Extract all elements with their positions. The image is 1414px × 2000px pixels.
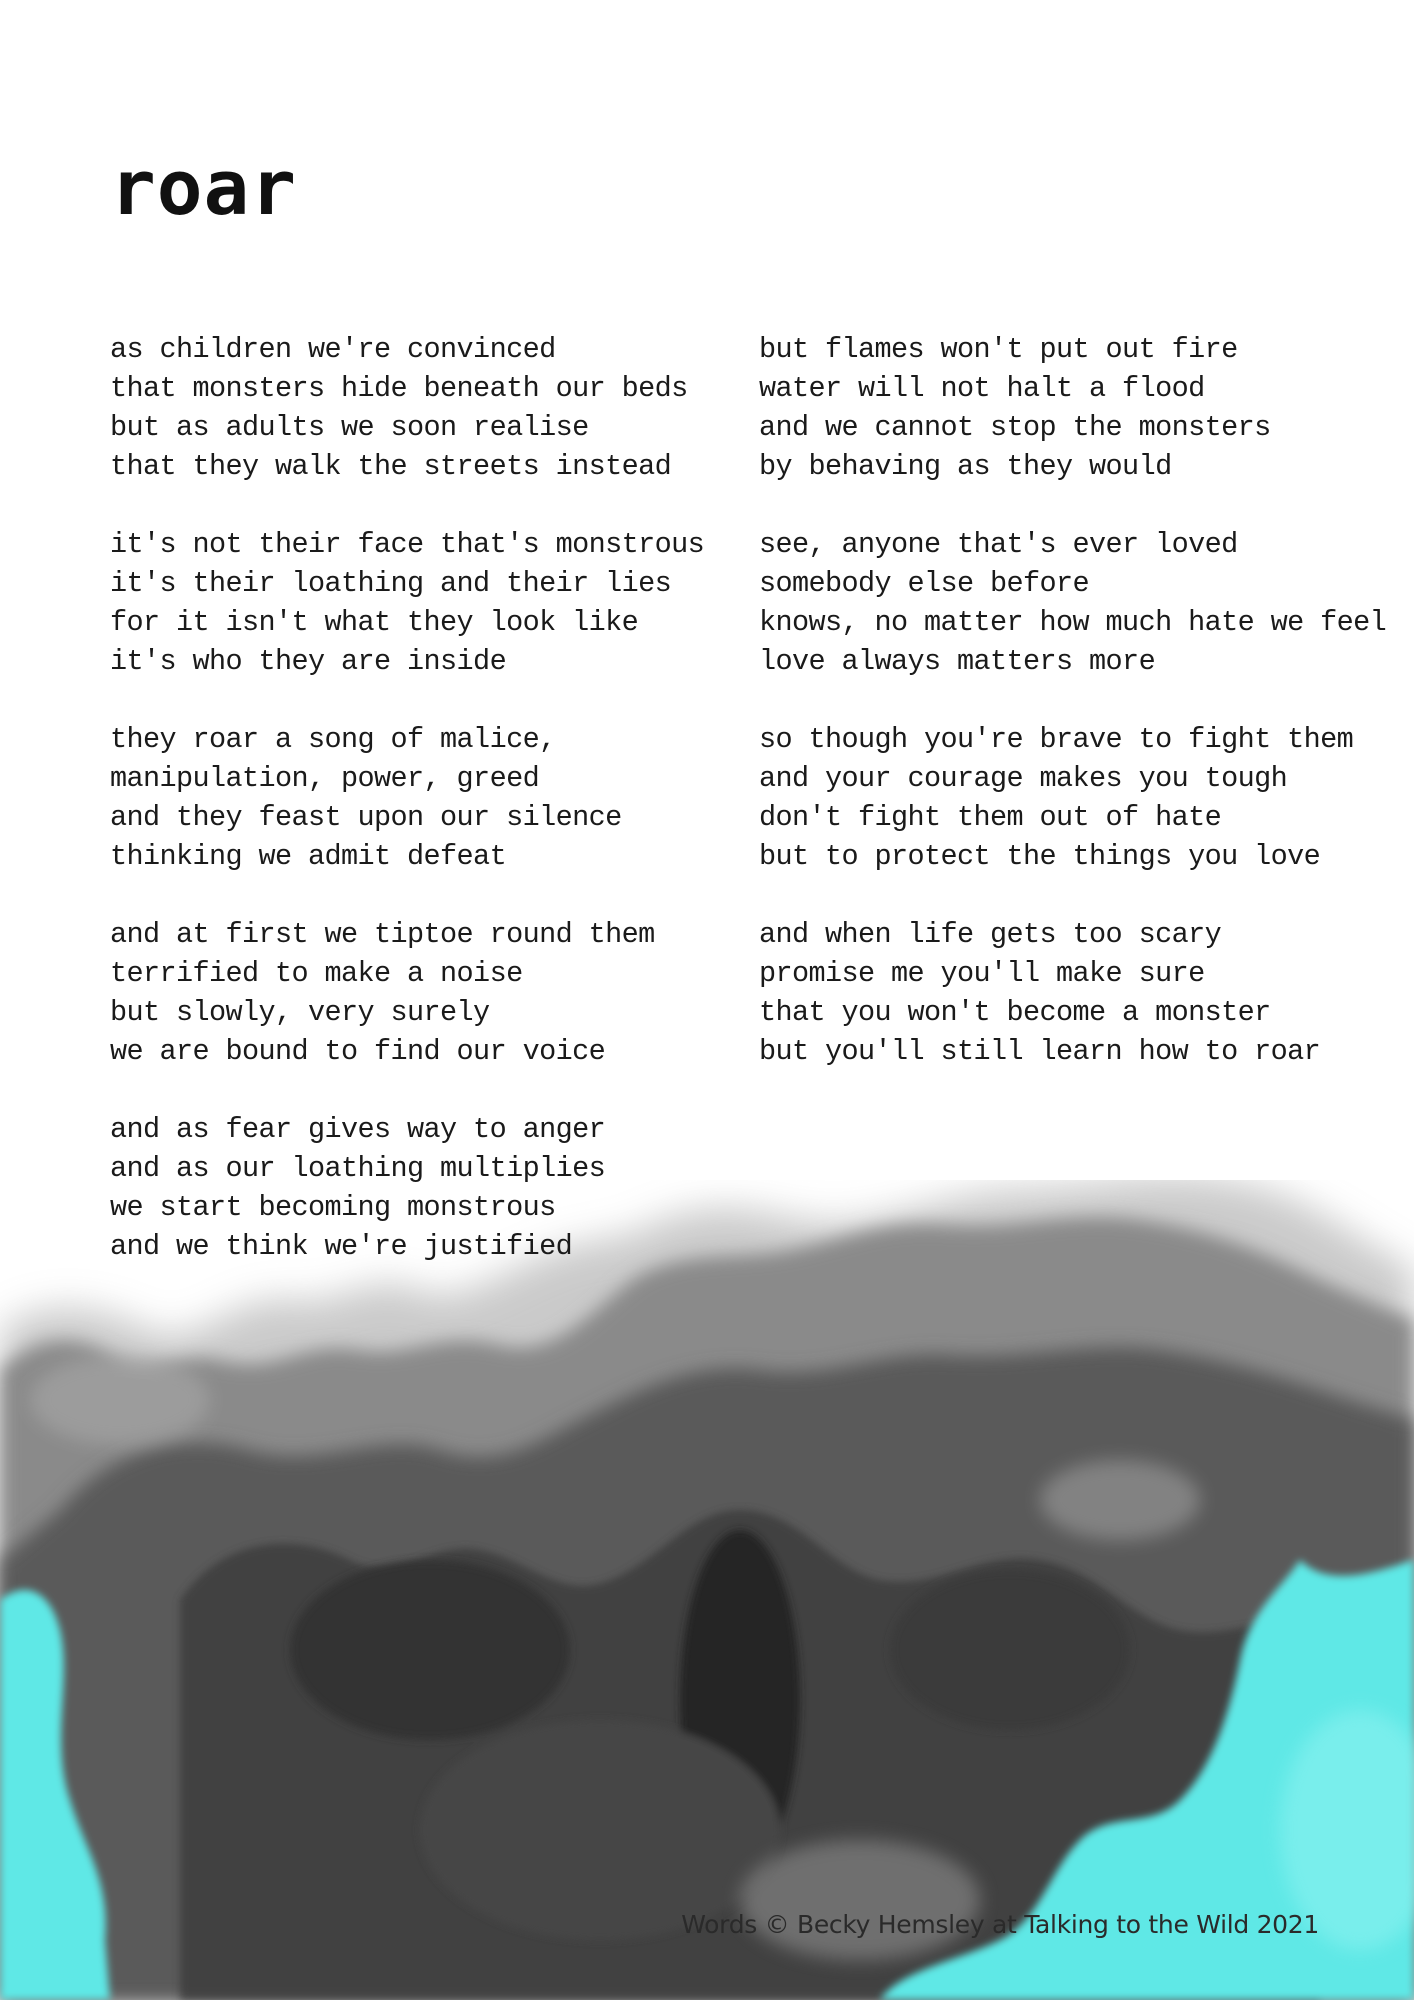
- poem-line: but to protect the things you love: [759, 840, 1321, 873]
- poem-line: water will not halt a flood: [759, 372, 1205, 405]
- poem-line: and when life gets too scary: [759, 918, 1222, 951]
- poem-line: it's their loathing and their lies: [110, 567, 672, 600]
- poem-line: knows, no matter how much hate we feel: [759, 606, 1387, 639]
- stanza-3: [110, 720, 670, 876]
- stanza-6: [759, 330, 1359, 486]
- poem-line: somebody else before: [759, 567, 1090, 600]
- poem-line: but flames won't put out fire: [759, 333, 1238, 366]
- copyright-credit: Words © Becky Hemsley at Talking to the Wild 2021: [681, 1910, 1319, 1939]
- poem-line: and they feast upon our silence: [110, 801, 622, 834]
- poem-line: love always matters more: [759, 645, 1156, 678]
- poem-line: for it isn't what they look like: [110, 606, 639, 639]
- poem-line: that you won't become a monster: [759, 996, 1271, 1029]
- poem-line: as children we're convinced: [110, 333, 556, 366]
- poem-line: and as our loathing multiplies: [110, 1152, 606, 1185]
- stanza-5: [110, 1110, 670, 1266]
- stanza-7: [759, 525, 1387, 681]
- poem-line: we start becoming monstrous: [110, 1191, 556, 1224]
- stanza-2: [110, 525, 705, 681]
- poem-line: and we cannot stop the monsters: [759, 411, 1271, 444]
- poem-line: it's who they are inside: [110, 645, 507, 678]
- poem-line: and we think we're justified: [110, 1230, 573, 1263]
- poem-left-column: [110, 330, 705, 1305]
- stanza-9: [759, 915, 1359, 1071]
- poem-line: but slowly, very surely: [110, 996, 490, 1029]
- poem-line: it's not their face that's monstrous: [110, 528, 705, 561]
- poem-right-column: [759, 330, 1387, 1110]
- poem-line: and your courage makes you tough: [759, 762, 1288, 795]
- poem-line: that they walk the streets instead: [110, 450, 672, 483]
- poem-line: we are bound to find our voice: [110, 1035, 606, 1068]
- poem-line: but as adults we soon realise: [110, 411, 589, 444]
- stanza-4: [110, 915, 670, 1071]
- poem-line: and as fear gives way to anger: [110, 1113, 606, 1146]
- poem-line: so though you're brave to fight them: [759, 723, 1354, 756]
- stanza-1: [110, 330, 688, 486]
- poem-line: terrified to make a noise: [110, 957, 523, 990]
- poem-line: but you'll still learn how to roar: [759, 1035, 1321, 1068]
- poem-line: by behaving as they would: [759, 450, 1172, 483]
- poem-line: and at first we tiptoe round them: [110, 918, 655, 951]
- poem-title: roar: [110, 143, 298, 232]
- stanza-8: [759, 720, 1359, 876]
- poem-line: thinking we admit defeat: [110, 840, 507, 873]
- poem-line: that monsters hide beneath our beds: [110, 372, 688, 405]
- poem-line: see, anyone that's ever loved: [759, 528, 1238, 561]
- poem-line: they roar a song of malice,: [110, 723, 556, 756]
- poem-line: promise me you'll make sure: [759, 957, 1205, 990]
- poem-line: manipulation, power, greed: [110, 762, 540, 795]
- poem-line: don't fight them out of hate: [759, 801, 1222, 834]
